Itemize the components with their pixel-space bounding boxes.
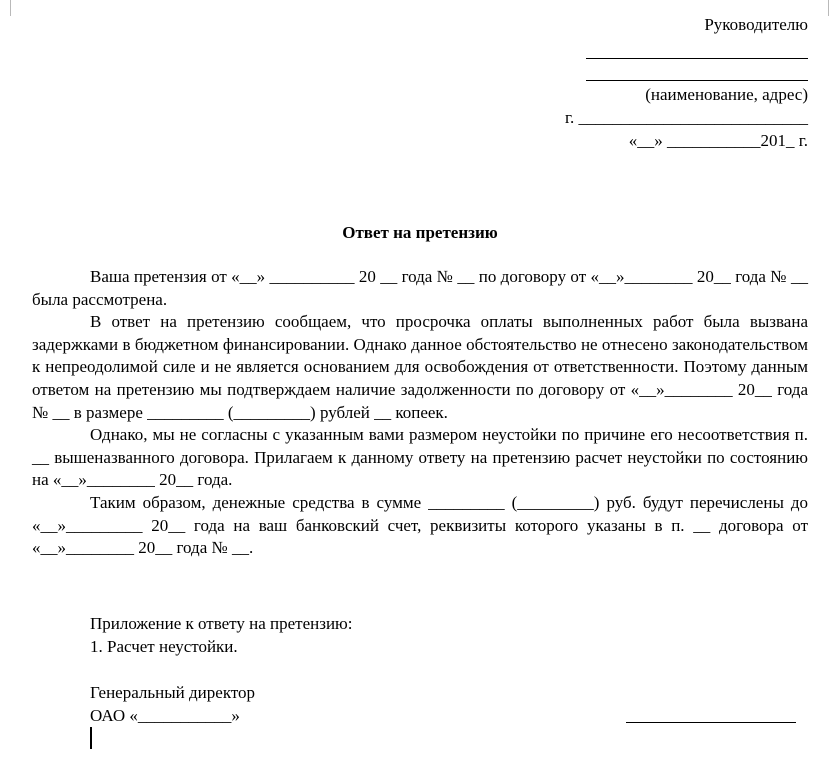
signature-position: Генеральный директор [90,683,256,702]
city-line: г. ___________________________ [564,108,808,127]
paragraph-2: В ответ на претензию сообщаем, что просрочка оплаты выполненных работ была вызвана задержками в бюджетном финансировании. Однако данное обстоятельство не отнесено законодательством к непреодолимой силе и не является основанием для освобождения от ответственности. Поэтому данным ответом на претензию мы подтверждаем наличие задолженности по договору от «__»________ 20__ года № __ в размере _________ (_________) рублей __ копеек. [32,312,808,422]
paragraph-3: Однако, мы не согласны с указанным вами размером неустойки по причине его несоответствия п. __ вышеназванного договора. Прилагаем к данному ответу на претензию расчет неустойки по состоянию на «__»________ 20__ года. [32,425,808,490]
name-address-label: (наименование, адрес) [645,85,808,104]
signature-org: ОАО «___________» [90,706,240,725]
signature-line [626,722,796,723]
attachment-item: 1. Расчет неустойки. [90,637,238,656]
document-title: Ответ на претензию [342,223,498,242]
page-edge-right [828,0,829,16]
paragraph-1: Ваша претензия от «__» __________ 20 __ года № __ по договору от «__»________ 20__ года № __ была рассмотрена. [32,267,808,309]
header-date: «__» ___________201_ г. [628,131,808,150]
text-cursor [90,727,92,749]
attachment-heading: Приложение к ответу на претензию: [90,614,353,633]
recipient-label: Руководителю [704,15,808,34]
page-edge-left [10,0,11,16]
recipient-line-1 [586,58,808,59]
paragraph-4: Таким образом, денежные средства в сумме _________ (_________) руб. будут перечислены до «__»_________ 20__ года на ваш банковский счет, реквизиты которого указаны в п. __ договора от «__»________ 20__ года № __. [32,492,808,558]
letter-body [32,266,808,560]
recipient-line-2 [586,80,808,81]
